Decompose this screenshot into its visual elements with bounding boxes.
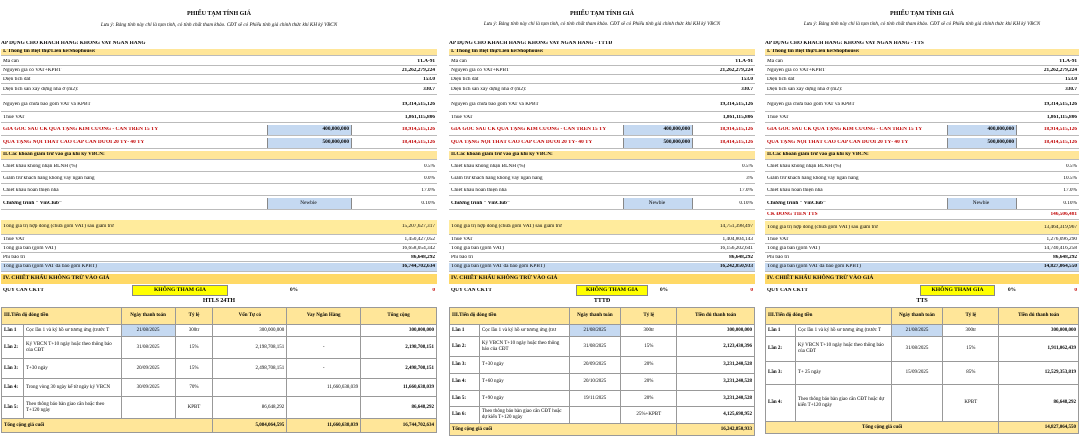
summary-row: Tổng giá bán (gồm VAT) 16,156,202,641	[449, 245, 755, 253]
summary-row: Tổng giá trị hợp đồng (chưa gồm VAT) sau giảm trừ 13,464,319,967	[765, 221, 1079, 235]
disclaimer-note: Lưu ý: Bảng tính này chỉ là tạm tính, có tính chất tham khảo. CĐT sẽ có Phiếu tính giá chính thức khi KH ký VBCN	[803, 21, 1041, 27]
section-info-heading: I. Thông tin Biệt thự/Liền kề/Shophouse:	[449, 49, 755, 56]
col-header: III.Tiến độ đóng tiền	[450, 308, 570, 325]
schedule-header-row	[766, 308, 1079, 325]
section-discount-heading: II.Các khoản giảm trừ vào giá khi ký VBCN:	[449, 151, 755, 160]
summary-total-row: Tổng giá bán (gồm VAT đã bao gồm KPBT) 16,744,702,634	[1, 263, 437, 272]
info-row: Thuế VAT 1,861,115,806	[1, 114, 437, 123]
quote-panel-tttd	[448, 0, 756, 441]
col-header: Vay Ngân Hàng	[287, 308, 361, 325]
info-row: Nguyên giá có VAT+KPBT 21,262,279,224	[1, 67, 437, 75]
schedule-total-row: Tổng cộng giá cuối 5,084,064,595 11,660,638,039 16,744,702,634	[2, 419, 437, 433]
info-row: Thuế VAT 1,861,115,806	[449, 114, 755, 123]
summary-row: Phí bảo trì 86,648,292	[765, 254, 1079, 262]
section-info-heading: I. Thông tin Biệt thự/Liền kề/Shophouse:	[1, 49, 437, 56]
section-info-heading: I. Thông tin Biệt thự/Liền kề/Shophouse:	[765, 49, 1079, 56]
info-row: Diện tích đất 153.0	[449, 76, 755, 84]
gift-interior-row: QUÀ TẶNG NỘI THẤT CAO CẤP CĂN DƯỚI 20 TỶ- 40 TỶ 500,000,000 18,414,515,126	[1, 138, 437, 149]
table-row: Lần 5: T+90 ngày 19/11/2025 20% 3,231,240,528	[450, 391, 755, 407]
summary-row: Phí bảo trì 86,648,292	[1, 254, 437, 262]
info-row: Nguyên giá có VAT+KPBT 21,262,279,224	[765, 67, 1079, 75]
summary-total-row: Tổng giá bán (gồm VAT đã bao gồm KPBT) 14,827,064,550	[765, 263, 1079, 272]
discount-row: Giảm trừ khách hàng không vay ngân hàng 0.0%	[1, 174, 437, 184]
info-row: Mã căn TLA-91	[1, 58, 437, 66]
table-row: Lần 4: Theo thông báo bàn giao căn CĐT hoặc dự kiến T+120 ngày KPBT 86,648,292	[766, 385, 1079, 422]
schedule-header-row	[2, 308, 437, 325]
info-row: Diện tích đất 153.0	[1, 76, 437, 84]
tts-discount-row: CK ĐÓNG TIỀN TTS 146,506,481	[765, 211, 1079, 220]
payment-schedule-table	[449, 307, 755, 436]
schedule-total-row: Tổng cộng giá cuối 16,242,850,933	[450, 424, 755, 436]
col-header: Ngày thanh toán	[121, 308, 175, 325]
quy-can-row: QUỸ CĂN CKTT 0	[3, 287, 435, 293]
payment-schedule-table	[1, 307, 437, 433]
apply-heading: ÁP DỤNG CHO KHÁCH HÀNG: KHÔNG VAY NGÂN HÀNG - TTTĐ	[449, 41, 613, 46]
info-row: Nguyên giá chưa bao gồm VAT và KPBT 19,314,515,126	[765, 99, 1079, 112]
quy-percent: 0%	[660, 287, 668, 293]
summary-row: Thuế VAT 1,404,804,143	[449, 236, 755, 244]
table-row: Lần 5: Theo thông báo bàn giao căn hoặc theo T+120 ngày KPBT 86,648,292 86,648,292	[2, 397, 437, 419]
col-header: Tiền đủ thanh toán	[677, 308, 755, 325]
quote-panel-tts	[764, 0, 1080, 441]
info-row: Nguyên giá có VAT+KPBT 21,262,279,224	[449, 67, 755, 75]
gift-diamond-row: GIÁ GỐC SAU CK QUÀ TẶNG KIM CƯƠNG - CĂN TRÊN 15 TỶ 400,000,000 18,914,515,126	[449, 125, 755, 136]
summary-row: Thuế VAT 1,450,427,052	[1, 236, 437, 244]
quy-can-row: QUỸ CĂN CKTT 0	[767, 287, 1077, 293]
vinclub-row: Chương trình " VinClub" Newbie 0.10%	[449, 198, 755, 210]
table-row: Lần 4: T+60 ngày 20/10/2025 20% 3,231,240,528	[450, 374, 755, 391]
info-row: Diện tích đất 153.0	[765, 76, 1079, 84]
disclaimer-note: Lưu ý: Bảng tính này chỉ là tạm tính, có tính chất tham khảo. CĐT sẽ có Phiếu tính giá chính thức khi KH ký VBCN	[483, 21, 721, 27]
payment-plan-name: TTTĐ	[593, 298, 611, 304]
discount-row: Chiết khấu không nhận BLNH (%) 0.5%	[449, 162, 755, 172]
table-row: Lần 3: T+30 ngày 20/09/2025 15% 2,498,708,151 - 2,498,708,151	[2, 359, 437, 379]
table-row: Lần 1 Cọc lần 1 và ký hồ sơ tương ứng (trước T 21/08/2025 300tr 300,000,000	[766, 325, 1079, 337]
payment-plan-name: TTS	[916, 298, 928, 304]
col-header: Tỷ lệ	[175, 308, 213, 325]
table-row: Lần 6: Theo thông báo bàn giao căn CĐT hoặc dự kiến T+120 ngày 25%+KPBT 4,125,698,952	[450, 407, 755, 424]
table-row: Lần 2: Ký VBCN T+10 ngày hoặc theo thông báo của CĐT 31/08/2025 15% 1,911,062,439	[766, 337, 1079, 362]
section-discount-heading: II.Các khoản giảm trừ vào giá khi ký VBCN:	[765, 151, 1079, 160]
col-header: Tổng cộng	[361, 308, 437, 325]
section-discount-heading: II.Các khoản giảm trừ vào giá khi ký VBCN:	[1, 151, 437, 160]
schedule-header-row	[450, 308, 755, 325]
gift-diamond-row: GIÁ GỐC SAU CK QUÀ TẶNG KIM CƯƠNG - CĂN TRÊN 15 TỶ 400,000,000 18,914,515,126	[765, 125, 1079, 136]
summary-row: Thuế VAT 1,276,096,290	[765, 236, 1079, 244]
summary-row: Tổng giá bán (gồm VAT) 14,740,416,258	[765, 245, 1079, 253]
col-header: Tiền đủ thanh toán	[999, 308, 1079, 325]
table-row: Lần 4: Trong vòng 30 ngày kể từ ngày ký VBCN 30/09/2025 70% 11,660,638,039 11,660,638,039	[2, 379, 437, 397]
col-header: III.Tiến độ đóng tiền	[2, 308, 122, 325]
info-row: Nguyên giá chưa bao gồm VAT và KPBT 19,314,515,126	[449, 99, 755, 112]
col-header: Vốn Tự có	[213, 308, 287, 325]
summary-row: Tổng giá trị hợp đồng (chưa gồm VAT) sau giảm trừ 15,207,627,317	[1, 220, 437, 235]
table-row: Lần 1 Cọc lần 1 và ký hồ sơ tương ứng (trước T 21/08/2025 300tr 300,000,000 300,000,000	[2, 325, 437, 337]
discount-row: Giảm trừ khách hàng không vay ngân hàng 10.5%	[765, 174, 1079, 184]
schedule-total-row: Tổng cộng giá cuối 14,827,064,550	[766, 422, 1079, 434]
table-row: Lần 3: T+ 25 ngày 15/09/2025 85% 12,529,353,819	[766, 362, 1079, 385]
summary-row: Tổng giá bán (gồm VAT) 16,658,054,342	[1, 245, 437, 253]
discount-row: Chiết khấu hoàn thiện nhà 17.0%	[1, 186, 437, 196]
apply-heading: ÁP DỤNG CHO KHÁCH HÀNG: KHÔNG VAY NGÂN HÀNG - TTS	[765, 41, 924, 46]
col-header: Ngày thanh toán	[891, 308, 943, 325]
panel-title: PHIẾU TẠM TÍNH GIÁ	[570, 11, 634, 17]
quy-percent: 0%	[290, 287, 298, 293]
payment-plan-name: HTLS 24TH	[202, 298, 236, 304]
payment-schedule-table	[765, 307, 1079, 434]
section-non-deduct-heading: IV. CHIẾT KHẤU KHÔNG TRỪ VÀO GIÁ	[449, 274, 755, 284]
discount-row: Giảm trừ khách hàng không vay ngân hàng 3%	[449, 174, 755, 184]
gift-interior-row: QUÀ TẶNG NỘI THẤT CAO CẤP CĂN DƯỚI 20 TỶ- 40 TỶ 500,000,000 18,414,515,126	[449, 138, 755, 149]
info-row: Thuế VAT 1,861,115,806	[765, 114, 1079, 123]
summary-total-row: Tổng giá bán (gồm VAT đã bao gồm KPBT) 16,242,850,933	[449, 263, 755, 272]
quote-panel-htls	[0, 0, 438, 441]
quy-can-row: QUỸ CĂN CKTT 0	[451, 287, 753, 293]
section-non-deduct-heading: IV. CHIẾT KHẤU KHÔNG TRỪ VÀO GIÁ	[765, 274, 1079, 284]
vinclub-row: Chương trình " VinClub" Newbie 0.10%	[765, 198, 1079, 210]
discount-row: Chiết khấu hoàn thiện nhà 17.0%	[449, 186, 755, 196]
summary-row: Tổng giá trị hợp đồng (chưa gồm VAT) sau giảm trừ 14,751,398,497	[449, 220, 755, 235]
info-row: Mã căn TLA-91	[449, 58, 755, 66]
info-row: Diện tích sàn xây dựng nhà ở (m2): 330.7	[765, 86, 1079, 95]
disclaimer-note: Lưu ý: Bảng tính này chỉ là tạm tính, có tính chất tham khảo. CĐT sẽ có Phiếu tính giá chính thức khi KH ký VBCN	[100, 22, 338, 28]
col-header: Ngày thanh toán	[569, 308, 621, 325]
discount-row: Chiết khấu không nhận BLNH (%) 0.5%	[765, 162, 1079, 172]
panel-title: PHIẾU TẠM TÍNH GIÁ	[890, 11, 954, 17]
col-header: III.Tiến độ đóng tiền	[766, 308, 892, 325]
vinclub-row: Chương trình " VinClub" Newbie 0.10%	[1, 198, 437, 210]
quy-percent: 0%	[1008, 287, 1016, 293]
participation-status: KHÔNG THAM GIA	[576, 285, 648, 296]
info-row: Diện tích sàn xây dựng nhà ở (m2): 330.7	[1, 86, 437, 95]
summary-row: Phí bảo trì 86,648,292	[449, 254, 755, 262]
participation-status: KHÔNG THAM GIA	[920, 285, 995, 296]
apply-heading: ÁP DỤNG CHO KHÁCH HÀNG: KHÔNG VAY NGÂN HÀNG	[1, 41, 146, 46]
table-row: Lần 3: T+30 ngày 20/09/2025 20% 3,231,240,528	[450, 357, 755, 374]
col-header: Tỷ lệ	[621, 308, 677, 325]
info-row: Nguyên giá chưa bao gồm VAT và KPBT 19,314,515,126	[1, 99, 437, 112]
gift-interior-row: QUÀ TẶNG NỘI THẤT CAO CẤP CĂN DƯỚI 20 TỶ- 40 TỶ 500,000,000 18,414,515,126	[765, 138, 1079, 149]
gift-diamond-row: GIÁ GỐC SAU CK QUÀ TẶNG KIM CƯƠNG - CĂN TRÊN 15 TỶ 400,000,000 18,914,515,126	[1, 125, 437, 136]
col-header: Tỷ lệ	[943, 308, 999, 325]
discount-row: Chiết khấu hoàn thiện nhà 17.0%	[765, 186, 1079, 196]
table-row: Lần 1 Cọc lần 1 và ký hồ sơ tương ứng (trư 21/08/2025 300tr 300,000,000	[450, 325, 755, 337]
info-row: Diện tích sàn xây dựng nhà ở (m2): 330.7	[449, 86, 755, 95]
discount-row: Chiết khấu không nhận BLNH (%) 0.5%	[1, 162, 437, 172]
table-row: Lần 2: Ký VBCN T+10 ngày hoặc theo thông báo của CĐT 31/08/2025 15% 2,123,430,396	[450, 337, 755, 357]
participation-status: KHÔNG THAM GIA	[132, 285, 228, 296]
section-non-deduct-heading: IV. CHIẾT KHẤU KHÔNG TRỪ VÀO GIÁ	[1, 274, 437, 284]
table-row: Lần 2: Ký VBCN T+10 ngày hoặc theo thông báo của CĐT 31/08/2025 15% 2,198,708,151 - 2,198,708,151	[2, 337, 437, 359]
info-row: Mã căn TLA-91	[765, 58, 1079, 66]
panel-title: PHIẾU TẠM TÍNH GIÁ	[187, 11, 251, 17]
